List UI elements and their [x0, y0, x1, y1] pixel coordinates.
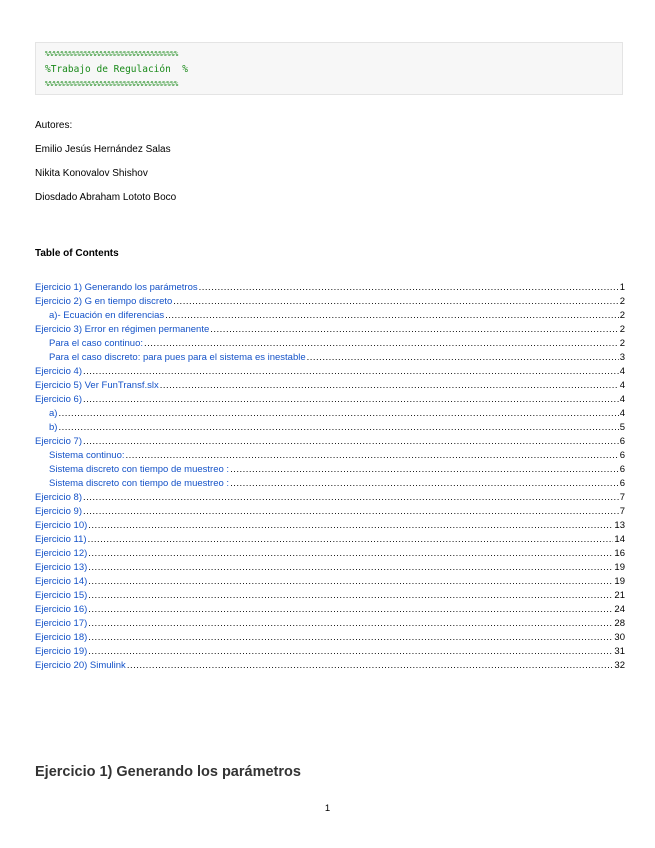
toc-entry[interactable] — [35, 561, 625, 575]
toc-entry-link[interactable]: Ejercicio 17) — [35, 618, 88, 629]
toc-entry[interactable] — [35, 631, 625, 645]
author-name: Nikita Konovalov Shishov — [35, 168, 148, 179]
toc-leader-dots — [144, 337, 619, 351]
toc-entry-link[interactable]: Sistema discreto con tiempo de muestreo : — [49, 478, 230, 489]
toc-leader-dots — [88, 533, 614, 547]
page-number: 1 — [324, 803, 331, 814]
toc-entry[interactable] — [35, 393, 625, 407]
toc-entry-link[interactable]: Ejercicio 4) — [35, 366, 82, 377]
toc-entry-link[interactable]: Ejercicio 14) — [35, 576, 88, 587]
toc-entry-page: 4 — [619, 408, 625, 419]
toc-entry-link[interactable]: Ejercicio 12) — [35, 548, 88, 559]
toc-entry-link[interactable]: Ejercicio 7) — [35, 436, 82, 447]
code-block — [35, 42, 623, 95]
toc-entry[interactable] — [35, 463, 625, 477]
toc-entry-page: 19 — [614, 576, 625, 587]
code-comment-title: %Trabajo de Regulación % — [45, 64, 188, 75]
toc-entry-link[interactable]: Ejercicio 16) — [35, 604, 88, 615]
toc-entry[interactable] — [35, 547, 625, 561]
toc-entry-link[interactable]: Ejercicio 1) Generando los parámetros — [35, 282, 198, 293]
toc-entry-link[interactable]: Ejercicio 18) — [35, 632, 88, 643]
toc-leader-dots — [58, 407, 618, 421]
toc-entry[interactable] — [35, 281, 625, 295]
toc-leader-dots — [88, 561, 613, 575]
toc-entry-page: 2 — [619, 310, 625, 321]
toc-entry-page: 6 — [619, 450, 625, 461]
toc-entry-link[interactable]: Ejercicio 10) — [35, 520, 88, 531]
toc-entry-page: 30 — [614, 632, 625, 643]
toc-entry[interactable] — [35, 589, 625, 603]
toc-entry[interactable] — [35, 645, 625, 659]
toc-leader-dots — [58, 421, 618, 435]
toc-entry[interactable] — [35, 617, 625, 631]
toc-entry-page: 1 — [619, 282, 625, 293]
toc-entry-page: 6 — [619, 464, 625, 475]
toc-entry-link[interactable]: Ejercicio 20) Simulink — [35, 660, 126, 671]
toc-entry-link[interactable]: a)- Ecuación en diferencias — [49, 310, 165, 321]
toc-entry-page: 19 — [614, 562, 625, 573]
table-of-contents — [35, 281, 625, 673]
toc-entry-page: 7 — [619, 506, 625, 517]
toc-entry[interactable] — [35, 477, 625, 491]
toc-entry-link[interactable]: Ejercicio 6) — [35, 394, 82, 405]
toc-entry-page: 6 — [619, 478, 625, 489]
toc-leader-dots — [83, 491, 619, 505]
toc-entry-link[interactable]: Sistema discreto con tiempo de muestreo : — [49, 464, 230, 475]
toc-leader-dots — [83, 505, 619, 519]
toc-leader-dots — [83, 393, 619, 407]
toc-entry[interactable] — [35, 379, 625, 393]
toc-leader-dots — [88, 631, 613, 645]
toc-entry-page: 4 — [619, 394, 625, 405]
toc-entry-page: 13 — [614, 520, 625, 531]
toc-leader-dots — [126, 449, 619, 463]
toc-entry-page: 4 — [619, 366, 625, 377]
toc-entry-link[interactable]: b) — [49, 422, 58, 433]
code-comment-line: %%%%%%%%%%%%%%%%%%%%%%%%%%%%%%%%%% — [45, 80, 179, 88]
toc-entry[interactable] — [35, 337, 625, 351]
toc-leader-dots — [83, 435, 619, 449]
toc-leader-dots — [88, 547, 613, 561]
toc-entry-page: 31 — [614, 646, 625, 657]
toc-leader-dots — [165, 309, 619, 323]
toc-entry[interactable] — [35, 351, 625, 365]
toc-entry-page: 4 — [619, 380, 625, 391]
toc-entry-page: 24 — [614, 604, 625, 615]
toc-entry[interactable] — [35, 435, 625, 449]
toc-entry-link[interactable]: Ejercicio 15) — [35, 590, 88, 601]
toc-leader-dots — [210, 323, 618, 337]
toc-leader-dots — [173, 295, 618, 309]
toc-entry-page: 2 — [619, 338, 625, 349]
toc-leader-dots — [88, 575, 613, 589]
toc-entry[interactable] — [35, 309, 625, 323]
toc-leader-dots — [88, 617, 613, 631]
toc-entry-page: 32 — [614, 660, 625, 671]
toc-entry-link[interactable]: a) — [49, 408, 58, 419]
toc-entry-page: 3 — [619, 352, 625, 363]
toc-leader-dots — [88, 645, 613, 659]
toc-leader-dots — [199, 281, 619, 295]
toc-entry-link[interactable]: Para el caso discreto: para pues para el sistema es inestable — [49, 352, 306, 363]
toc-entry-link[interactable]: Ejercicio 5) Ver FunTransf.slx — [35, 380, 159, 391]
toc-entry[interactable] — [35, 491, 625, 505]
toc-title: Table of Contents — [35, 248, 119, 259]
toc-leader-dots — [88, 589, 613, 603]
toc-entry-page: 14 — [614, 534, 625, 545]
toc-entry[interactable] — [35, 295, 625, 309]
author-name: Diosdado Abraham Lototo Boco — [35, 192, 177, 203]
toc-leader-dots — [88, 603, 613, 617]
toc-entry-page: 5 — [619, 422, 625, 433]
toc-entry-page: 28 — [614, 618, 625, 629]
code-comment-line: %%%%%%%%%%%%%%%%%%%%%%%%%%%%%%%%%% — [45, 50, 179, 58]
toc-entry-link[interactable]: Ejercicio 13) — [35, 562, 88, 573]
toc-entry-page: 7 — [619, 492, 625, 503]
toc-entry[interactable] — [35, 421, 625, 435]
toc-entry-link[interactable]: Sistema continuo: — [49, 450, 125, 461]
toc-entry[interactable] — [35, 449, 625, 463]
toc-entry-page: 2 — [619, 296, 625, 307]
toc-entry[interactable] — [35, 407, 625, 421]
toc-entry-page: 2 — [619, 324, 625, 335]
authors-label: Autores: — [35, 120, 73, 131]
toc-entry-link[interactable]: Ejercicio 2) G en tiempo discreto — [35, 296, 173, 307]
toc-leader-dots — [307, 351, 619, 365]
toc-entry-link[interactable]: Ejercicio 19) — [35, 646, 88, 657]
toc-leader-dots — [127, 659, 614, 673]
toc-entry-link[interactable]: Ejercicio 11) — [35, 534, 87, 545]
toc-leader-dots — [230, 463, 619, 477]
toc-leader-dots — [83, 365, 619, 379]
toc-entry[interactable] — [35, 603, 625, 617]
toc-entry-page: 16 — [614, 548, 625, 559]
toc-entry[interactable] — [35, 659, 625, 673]
toc-entry-link[interactable]: Ejercicio 8) — [35, 492, 82, 503]
toc-entry-link[interactable]: Ejercicio 9) — [35, 506, 82, 517]
section-heading: Ejercicio 1) Generando los parámetros — [35, 764, 301, 780]
toc-leader-dots — [160, 379, 619, 393]
toc-leader-dots — [88, 519, 613, 533]
toc-entry-link[interactable]: Para el caso continuo: — [49, 338, 144, 349]
toc-entry[interactable] — [35, 519, 625, 533]
toc-entry[interactable] — [35, 533, 625, 547]
toc-entry-page: 21 — [614, 590, 625, 601]
toc-entry-link[interactable]: Ejercicio 3) Error en régimen permanente — [35, 324, 210, 335]
toc-entry-page: 6 — [619, 436, 625, 447]
toc-entry[interactable] — [35, 575, 625, 589]
toc-leader-dots — [230, 477, 619, 491]
toc-entry[interactable] — [35, 365, 625, 379]
author-name: Emilio Jesús Hernández Salas — [35, 144, 171, 155]
toc-entry[interactable] — [35, 505, 625, 519]
toc-entry[interactable] — [35, 323, 625, 337]
